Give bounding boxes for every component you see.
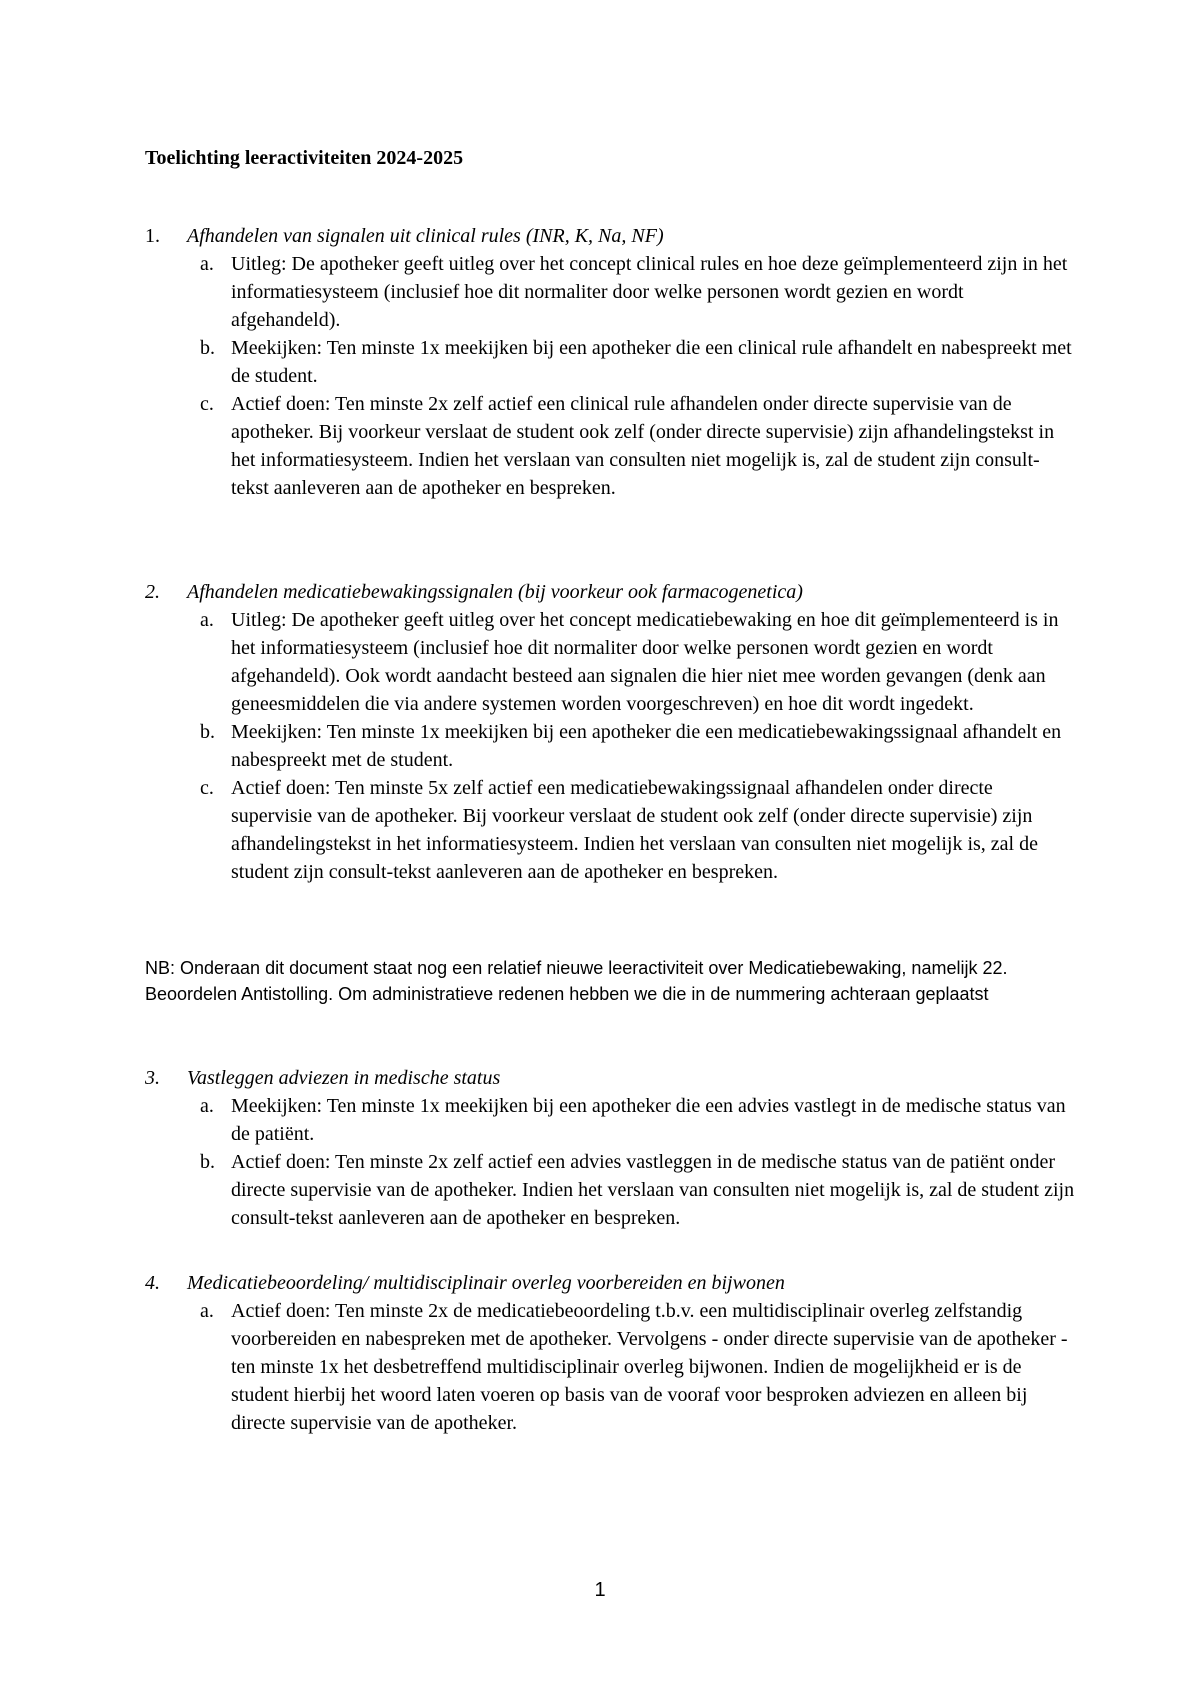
list-item <box>145 606 1075 718</box>
item-marker: a. <box>200 1300 214 1322</box>
page-number: 1 <box>594 1579 606 1601</box>
section-title: Afhandelen van signalen uit clinical rules (INR, K, Na, NF) <box>187 225 664 247</box>
list-item <box>145 334 1075 390</box>
activity-section-1 <box>145 222 1075 502</box>
item-marker: c. <box>200 393 214 415</box>
list-item <box>145 1092 1075 1148</box>
note-paragraph: NB: Onderaan dit document staat nog een relatief nieuwe leeractiviteit over Medicatiebewaking, namelijk 22. Beoordelen Antistolling. Om administratieve redenen hebben we die in de nummering achteraan geplaatst <box>145 958 1008 1004</box>
item-marker: b. <box>200 1151 215 1173</box>
document-title: Toelichting leeractiviteiten 2024-2025 <box>145 147 464 169</box>
section-heading <box>145 1064 1075 1092</box>
item-text: Meekijken: Ten minste 1x meekijken bij een apotheker die een advies vastlegt in de medische status van de patiënt. <box>231 1095 1066 1145</box>
list-item <box>145 774 1075 886</box>
item-text: Actief doen: Ten minste 2x zelf actief een clinical rule afhandelen onder directe supervisie van de apotheker. Bij voorkeur verslaat de student ook zelf (onder directe supervisie) zijn afhandelingstekst in het informatiesysteem. Indien het verslaan van consulten niet mogelijk is, zal de student zijn consult-tekst aanleveren aan de apotheker en bespreken. <box>231 393 1055 499</box>
section-title: Afhandelen medicatiebewakingssignalen (bij voorkeur ook farmacogenetica) <box>187 581 803 603</box>
list-item <box>145 250 1075 334</box>
list-item <box>145 390 1075 502</box>
activity-section-3 <box>145 1064 1075 1232</box>
activity-section-4 <box>145 1269 1075 1437</box>
section-number: 4. <box>145 1272 160 1294</box>
section-number: 3. <box>145 1067 160 1089</box>
item-text: Actief doen: Ten minste 2x de medicatiebeoordeling t.b.v. een multidisciplinair overleg zelfstandig voorbereiden en nabespreken met de apotheker. Vervolgens - onder directe supervisie van de apotheker - ten minste 1x het desbetreffend multidisciplinair overleg bijwonen. Indien de mogelijkheid er is de student hierbij het woord laten voeren op basis van de vooraf voor besproken adviezen en alleen bij directe supervisie van de apotheker. <box>231 1300 1068 1434</box>
item-marker: a. <box>200 609 214 631</box>
item-marker: b. <box>200 721 215 743</box>
section-heading <box>145 578 1075 606</box>
item-text: Uitleg: De apotheker geeft uitleg over het concept medicatiebewaking en hoe dit geïmplementeerd is in het informatiesysteem (inclusief hoe dit normaliter door welke personen wordt gezien en wordt afgehandeld). Ook wordt aandacht besteed aan signalen die hier niet mee worden gevangen (denk aan geneesmiddelen die via andere systemen worden voorgeschreven) en hoe dit wordt ingedekt. <box>231 609 1059 715</box>
list-item <box>145 718 1075 774</box>
item-marker: b. <box>200 337 215 359</box>
section-number: 2. <box>145 581 160 603</box>
section-heading <box>145 1269 1075 1297</box>
item-marker: a. <box>200 253 214 275</box>
item-marker: a. <box>200 1095 214 1117</box>
item-text: Meekijken: Ten minste 1x meekijken bij een apotheker die een clinical rule afhandelt en nabespreekt met de student. <box>231 337 1072 387</box>
section-title: Vastleggen adviezen in medische status <box>187 1067 501 1089</box>
item-text: Actief doen: Ten minste 5x zelf actief een medicatiebewakingssignaal afhandelen onder directe supervisie van de apotheker. Bij voorkeur verslaat de student ook zelf (onder directe supervisie) zijn afhandelingstekst in het informatiesysteem. Indien het verslaan van consulten niet mogelijk is, zal de student zijn consult-tekst aanleveren aan de apotheker en bespreken. <box>231 777 1038 883</box>
item-marker: c. <box>200 777 214 799</box>
item-text: Meekijken: Ten minste 1x meekijken bij een apotheker die een medicatiebewakingssignaal afhandelt en nabespreekt met de student. <box>231 721 1062 771</box>
item-text: Actief doen: Ten minste 2x zelf actief een advies vastleggen in de medische status van de patiënt onder directe supervisie van de apotheker. Indien het verslaan van consulten niet mogelijk is, zal de student zijn consult-tekst aanleveren aan de apotheker en bespreken. <box>231 1151 1075 1229</box>
list-item <box>145 1148 1075 1232</box>
item-text: Uitleg: De apotheker geeft uitleg over het concept clinical rules en hoe deze geïmplementeerd zijn in het informatiesysteem (inclusief hoe dit normaliter door welke personen wordt gezien en wordt afgehandeld). <box>231 253 1068 331</box>
list-item <box>145 1297 1075 1437</box>
activity-section-2 <box>145 578 1075 886</box>
section-number: 1. <box>145 225 160 247</box>
section-title: Medicatiebeoordeling/ multidisciplinair overleg voorbereiden en bijwonen <box>187 1272 785 1294</box>
section-heading <box>145 222 1075 250</box>
